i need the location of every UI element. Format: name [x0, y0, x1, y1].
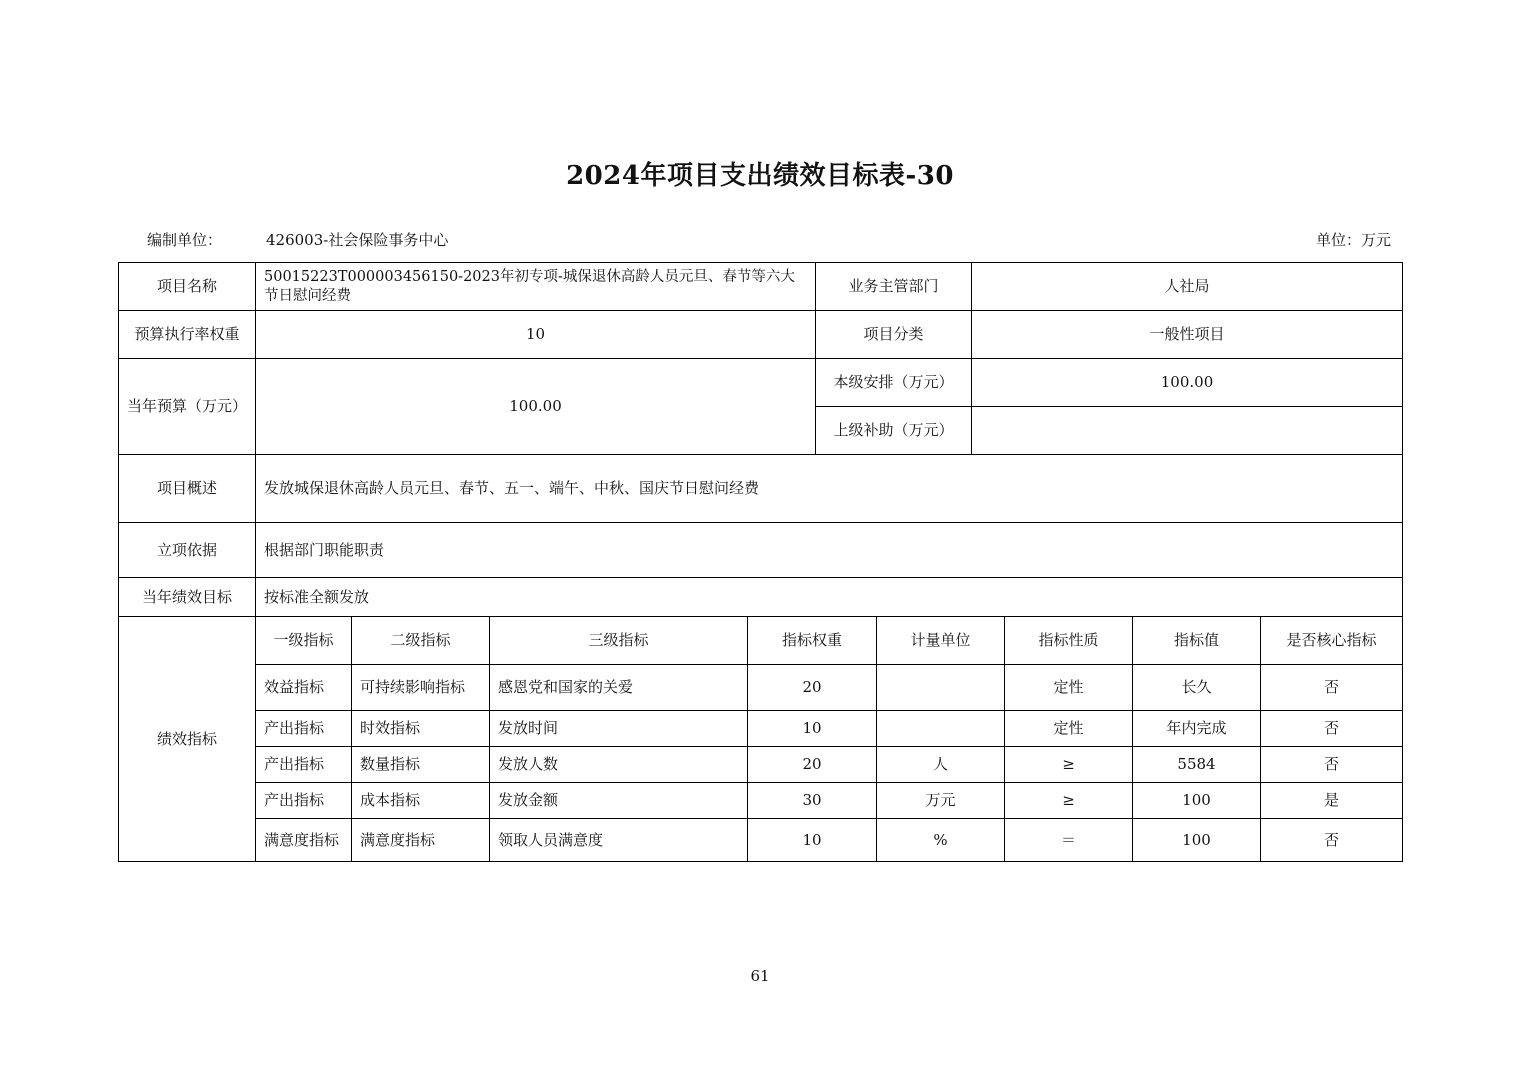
table-row [119, 819, 1403, 862]
page-number: 61 [750, 967, 770, 985]
row-unit [877, 711, 1005, 747]
row-level3: 领取人员满意度 [490, 819, 748, 862]
row-weight: 20 [748, 665, 877, 711]
row-value: 100 [1133, 783, 1261, 819]
row-unit: 万元 [877, 783, 1005, 819]
row-nature: 定性 [1005, 711, 1133, 747]
row-nature: ≥ [1005, 783, 1133, 819]
project-info-table [118, 262, 1403, 617]
row-nature: 定性 [1005, 665, 1133, 711]
row-value: 100 [1133, 819, 1261, 862]
unit-label: 单位：万元 [1315, 231, 1391, 249]
row-level2: 可持续影响指标 [352, 665, 490, 711]
row-value: 长久 [1133, 665, 1261, 711]
row-nature: ≥ [1005, 747, 1133, 783]
row-level1: 满意度指标 [256, 819, 352, 862]
row-core: 否 [1261, 711, 1403, 747]
basis-label: 立项依据 [119, 523, 256, 578]
row-level2: 时效指标 [352, 711, 490, 747]
subsidy-value [972, 407, 1403, 455]
basis-value: 根据部门职能职责 [256, 523, 1403, 578]
row-core: 否 [1261, 665, 1403, 711]
row-level1: 产出指标 [256, 711, 352, 747]
row-level3: 感恩党和国家的关爱 [490, 665, 748, 711]
row-core: 否 [1261, 819, 1403, 862]
project-name-value: 50015223T000003456150-2023年初专项-城保退休高龄人员元旦、春节等六大节日慰问经费 [256, 263, 816, 311]
page-title: 2024年项目支出绩效目标表-30 [566, 161, 954, 191]
row-unit: 人 [877, 747, 1005, 783]
row-weight: 30 [748, 783, 877, 819]
row-level3: 发放金额 [490, 783, 748, 819]
indicator-table [118, 616, 1403, 862]
row-value: 5584 [1133, 747, 1261, 783]
row-core: 是 [1261, 783, 1403, 819]
row-nature: ＝ [1005, 819, 1133, 862]
header-value: 指标值 [1133, 617, 1261, 665]
row-level3: 发放人数 [490, 747, 748, 783]
row-level3: 发放时间 [490, 711, 748, 747]
row-level1: 产出指标 [256, 747, 352, 783]
row-value: 年内完成 [1133, 711, 1261, 747]
row-weight: 10 [748, 819, 877, 862]
overview-value: 发放城保退休高龄人员元旦、春节、五一、端午、中秋、国庆节日慰问经费 [256, 455, 1403, 523]
table-row [119, 711, 1403, 747]
table-row [119, 665, 1403, 711]
subsidy-label: 上级补助（万元） [816, 407, 972, 455]
category-value: 一般性项目 [972, 311, 1403, 359]
header-unit: 计量单位 [877, 617, 1005, 665]
header-weight: 指标权重 [748, 617, 877, 665]
row-level2: 数量指标 [352, 747, 490, 783]
table-row [119, 783, 1403, 819]
row-weight: 10 [748, 711, 877, 747]
dept-label: 业务主管部门 [816, 263, 972, 311]
row-level1: 效益指标 [256, 665, 352, 711]
row-level2: 满意度指标 [352, 819, 490, 862]
row-weight: 20 [748, 747, 877, 783]
goal-value: 按标准全额发放 [256, 578, 1403, 617]
category-label: 项目分类 [816, 311, 972, 359]
row-level2: 成本指标 [352, 783, 490, 819]
row-level1: 产出指标 [256, 783, 352, 819]
table-row [119, 747, 1403, 783]
header-level1: 一级指标 [256, 617, 352, 665]
weight-value: 10 [256, 311, 816, 359]
weight-label: 预算执行率权重 [119, 311, 256, 359]
org-label: 编制单位： [147, 231, 223, 249]
header-level3: 三级指标 [490, 617, 748, 665]
indicator-section-label: 绩效指标 [119, 617, 256, 862]
row-unit: % [877, 819, 1005, 862]
dept-value: 人社局 [972, 263, 1403, 311]
row-core: 否 [1261, 747, 1403, 783]
budget-label: 当年预算（万元） [119, 359, 256, 455]
project-name-label: 项目名称 [119, 263, 256, 311]
goal-label: 当年绩效目标 [119, 578, 256, 617]
org-value: 426003-社会保险事务中心 [266, 231, 449, 249]
header-nature: 指标性质 [1005, 617, 1133, 665]
row-unit [877, 665, 1005, 711]
header-core: 是否核心指标 [1261, 617, 1403, 665]
local-value: 100.00 [972, 359, 1403, 407]
budget-value: 100.00 [256, 359, 816, 455]
local-label: 本级安排（万元） [816, 359, 972, 407]
overview-label: 项目概述 [119, 455, 256, 523]
header-level2: 二级指标 [352, 617, 490, 665]
